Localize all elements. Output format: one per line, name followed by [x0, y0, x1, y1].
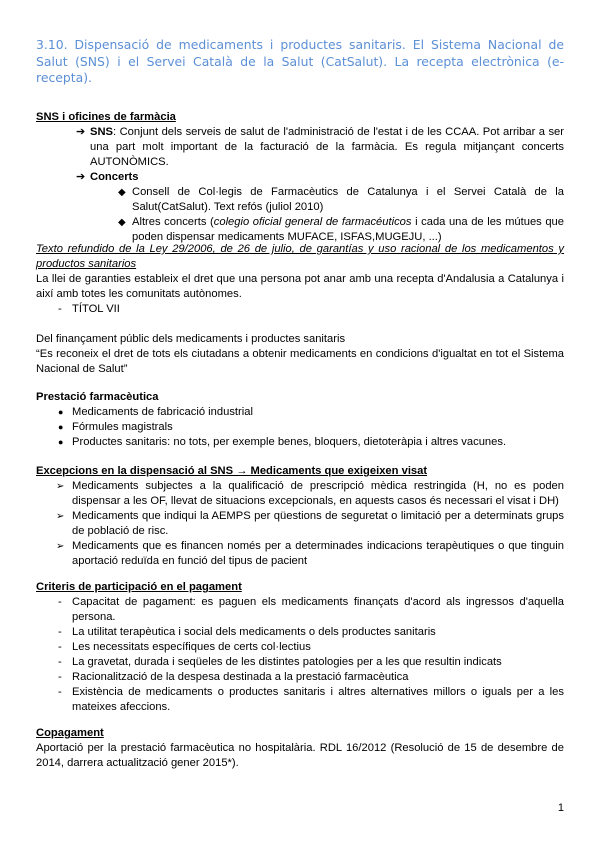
list-item-text: Les necessitats específiques de certs col·lectius [72, 641, 311, 653]
list-item-text: Medicaments de fabricació industrial [72, 406, 253, 418]
dash-bullet-icon: - [58, 686, 62, 698]
copagament-text: Aportació per la prestació farmacèutica no hospitalària. RDL 16/2012 (Resolució de 15 de desembre de 2014, darrera actualització gener 2015*). [36, 742, 564, 769]
list-item [56, 539, 564, 569]
law-text: La llei de garanties estableix el dret que una persona pot anar amb una recepta d'Andalusia a Catalunya i així amb totes les comunitats autònomes. [36, 273, 564, 300]
list-item-text: La gravetat, durada i seqüeles de les distintes patologies per a les que resultin indicats [72, 656, 502, 668]
excepcions-section [36, 464, 564, 569]
list-item-text: Medicaments que es financen només per a determinades indicacions terapèutiques o que tinguin aportació reduïda en funció del tipus de pacient [72, 540, 564, 567]
law-section [36, 242, 564, 317]
concerts-subitem-2 [118, 215, 564, 245]
list-item [56, 655, 564, 670]
triangle-arrow-bullet-icon: ➢ [56, 541, 65, 552]
titol-label: TÍTOL VII [72, 303, 120, 315]
dash-bullet-icon: - [58, 303, 62, 315]
triangle-arrow-bullet-icon: ➢ [56, 481, 65, 492]
dash-bullet-icon: - [58, 596, 62, 608]
concerts-subitem-italic: colegio oficial general de farmacéuticos [213, 216, 412, 228]
titol-item [56, 302, 564, 317]
prestacio-section [36, 390, 564, 450]
concerts-label: Concerts [90, 171, 139, 183]
list-item-text: Existència de medicaments o productes sanitaris i altres alternatives millors o iguals per a les mateixes afeccions. [72, 686, 564, 713]
circle-bullet-icon: ● [58, 407, 64, 417]
diamond-bullet-icon: ◆ [118, 187, 126, 198]
list-item-text: La utilitat terapèutica i social dels medicaments o dels productes sanitaris [72, 626, 436, 638]
sns-item-label: SNS [90, 126, 114, 138]
sns-item-text: : Conjunt dels serveis de salut de l'administració de l'estat i de les CCAA. Pot arribar a ser una part molt important de la facturació de la farmàcia. Es regula mitjançant concerts AUTONÒMICS. [90, 126, 564, 168]
concerts-subitem-text-a: Altres concerts ( [132, 216, 214, 228]
list-item [56, 640, 564, 655]
arrow-bullet-icon: ➔ [76, 171, 86, 183]
law-reference: Texto refundido de la Ley 29/2006, de 26 de julio, de garantías y uso racional de los medicamentos y productos sanitarios [36, 243, 564, 270]
concerts-subitem-text: Consell de Col·legis de Farmacèutics de Catalunya i el Servei Català de la Salut(CatSalut). Text refós (juliol 2010) [132, 186, 564, 213]
financament-quote: “Es reconeix el dret de tots els ciutadans a obtenir medicaments en condicions d'igualtat en tot el Sistema Nacional de Salut” [36, 348, 564, 375]
dash-bullet-icon: - [58, 656, 62, 668]
financament-section [36, 332, 564, 377]
list-item-text: Productes sanitaris: no tots, per exemple benes, bloquers, dietoteràpia i altres vacunes. [72, 436, 507, 448]
list-item-text: Medicaments que indiqui la AEMPS per qüestions de seguretat o limitació per a determinats grups de població de risc. [72, 510, 564, 537]
page-number: 1 [557, 802, 564, 814]
list-item-text: Medicaments subjectes a la qualificació de prescripció mèdica restringida (H, no es poden dispensar a les OF, llevat de situacions excepcionals, en aquests casos és necessari el visat i DH) [72, 480, 564, 507]
circle-bullet-icon: ● [58, 422, 64, 432]
list-item-text: Fórmules magistrals [72, 421, 173, 433]
criteris-heading: Criteris de participació en el pagament [36, 581, 242, 593]
concerts-subitem-text-b: i cada una de les mútues que poden dispensar medicaments MUFACE, ISFAS,MUGEJU, ...) [132, 216, 564, 243]
concerts-subitem-1 [118, 185, 564, 215]
financament-line: Del finançament públic dels medicaments i productes sanitaris [36, 333, 346, 345]
arrow-bullet-icon: ➔ [76, 126, 86, 138]
list-item [56, 479, 564, 509]
list-item-text: Capacitat de pagament: es paguen els medicaments finançats d'acord als ingressos d'aquella persona. [72, 596, 564, 623]
sns-item [76, 125, 564, 170]
sns-section [36, 110, 564, 245]
dash-bullet-icon: - [58, 626, 62, 638]
list-item [56, 625, 564, 640]
list-item [58, 435, 564, 450]
list-item [56, 670, 564, 685]
section-title: 3.10. Dispensació de medicaments i productes sanitaris. El Sistema Nacional de Salut (SNS) i el Servei Català de la Salut (CatSalut). La recepta electrònica (e-recepta). [36, 37, 564, 85]
triangle-arrow-bullet-icon: ➢ [56, 511, 65, 522]
list-item [56, 509, 564, 539]
copagament-section [36, 726, 564, 771]
list-item [56, 595, 564, 625]
list-item [58, 420, 564, 435]
list-item [56, 685, 564, 715]
criteris-section [36, 580, 564, 715]
circle-bullet-icon: ● [58, 437, 64, 447]
diamond-bullet-icon: ◆ [118, 217, 126, 228]
prestacio-heading: Prestació farmacèutica [36, 391, 159, 403]
dash-bullet-icon: - [58, 671, 62, 683]
list-item [58, 405, 564, 420]
dash-bullet-icon: - [58, 641, 62, 653]
concerts-item [76, 170, 564, 185]
excepcions-heading: Excepcions en la dispensació al SNS → Medicaments que exigeixen visat [36, 465, 428, 477]
copagament-heading: Copagament [36, 727, 104, 739]
list-item-text: Racionalització de la despesa destinada a la prestació farmacèutica [72, 671, 409, 683]
sns-heading: SNS i oficines de farmàcia [36, 111, 176, 123]
